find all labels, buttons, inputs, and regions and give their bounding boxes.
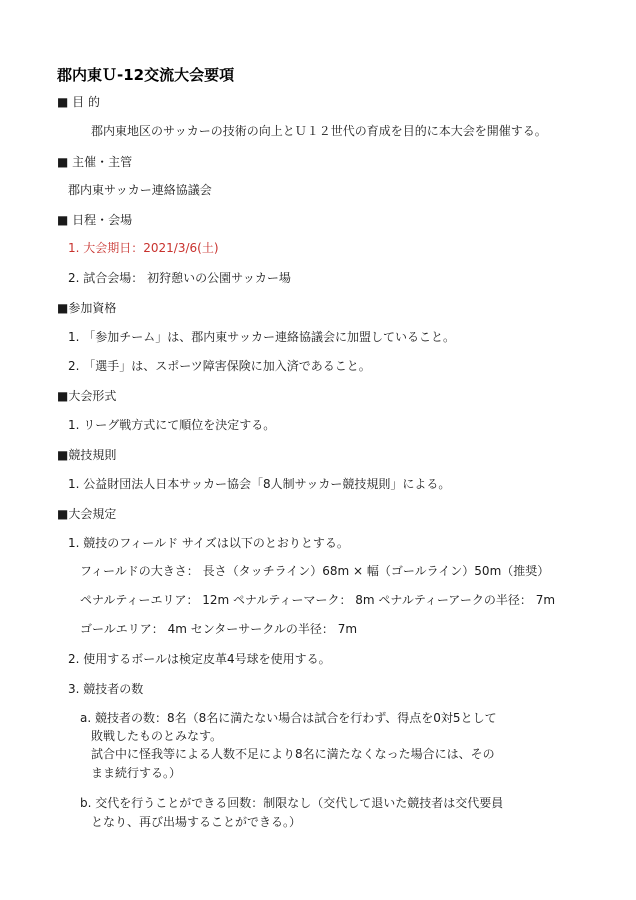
schedule-date: 1. 大会期日：2021/3/6(土) <box>68 241 219 255</box>
format-heading: ■大会形式 <box>57 389 117 403</box>
players-count-line-4: まま続行する。） <box>91 766 182 780</box>
players-count-line-1: a. 競技者の数：8名（8名に満たない場合は試合を行わず、得点を0対5として <box>80 711 497 725</box>
goal-area-line: ゴールエリア： 4m センターサークルの半径： 7m <box>80 622 358 636</box>
players-count-line-3: 試合中に怪我等による人数不足により8名に満たなくなった場合には、その <box>91 747 495 761</box>
regulations-item-2: 2. 使用するボールは検定皮革4号球を使用する。 <box>68 652 331 666</box>
players-count-line-2: 敗戦したものとみなす。 <box>91 729 223 743</box>
rules-item-1: 1. 公益財団法人日本サッカー協会「8人制サッカー競技規則」による。 <box>68 477 451 491</box>
schedule-heading: ■ 日程・会場 <box>57 213 133 227</box>
purpose-heading: ■ 目 的 <box>57 95 100 109</box>
format-item-1: 1. リーグ戦方式にて順位を決定する。 <box>68 418 276 432</box>
eligibility-heading: ■参加資格 <box>57 301 117 315</box>
eligibility-item-1: 1. 「参加チーム」は、郡内東サッカー連絡協議会に加盟していること。 <box>68 330 456 344</box>
field-size-line: フィールドの大きさ： 長さ（タッチライン）68m × 幅（ゴールライン）50m（推奨） <box>80 564 550 578</box>
organizer-heading: ■ 主催・主管 <box>57 155 133 169</box>
substitution-line-1: b. 交代を行うことができる回数：制限なし（交代して退いた競技者は交代要員 <box>80 796 504 810</box>
purpose-body: 郡内東地区のサッカーの技術の向上とＵ１２世代の育成を目的に本大会を開催する。 <box>91 124 547 138</box>
eligibility-item-2: 2. 「選手」は、スポーツ障害保険に加入済であること。 <box>68 359 371 373</box>
document-title: 郡内東Ｕ-12交流大会要項 <box>57 66 235 84</box>
regulations-heading: ■大会規定 <box>57 507 117 521</box>
schedule-venue: 2. 試合会場： 初狩憩いの公園サッカー場 <box>68 271 291 285</box>
substitution-line-2: となり、再び出場することができる。） <box>91 815 302 829</box>
regulations-item-1: 1. 競技のフィールド サイズは以下のとおりとする。 <box>68 536 349 550</box>
rules-heading: ■競技規則 <box>57 448 117 462</box>
regulations-item-3: 3. 競技者の数 <box>68 682 144 696</box>
penalty-area-line: ペナルティーエリア： 12m ペナルティーマーク： 8m ペナルティーアークの半径： 7m <box>80 593 556 607</box>
organizer-body: 郡内東サッカー連絡協議会 <box>68 183 212 197</box>
